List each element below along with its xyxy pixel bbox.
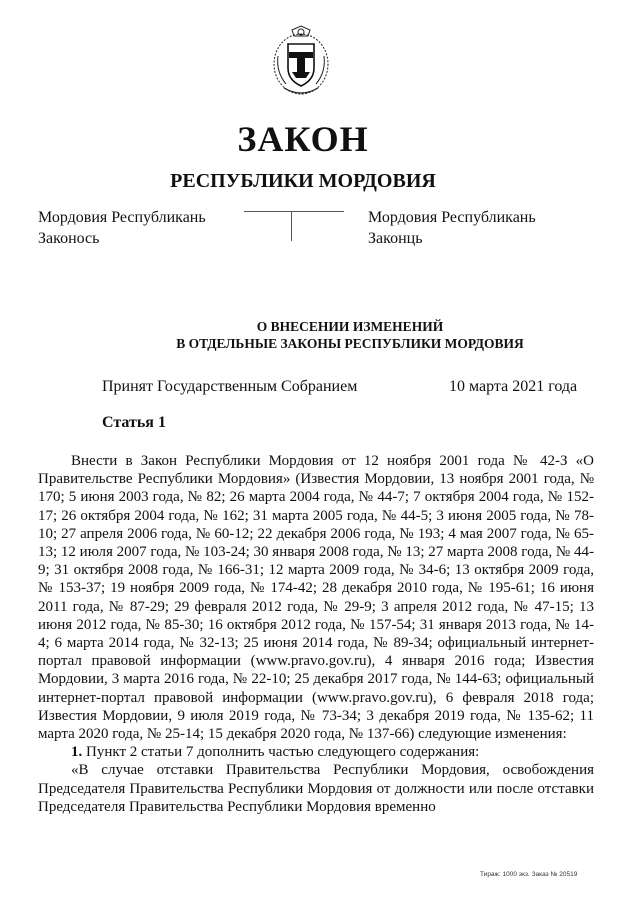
print-run-note: Тираж: 1000 экз. Заказ № 20519 [480,871,578,878]
item1-number: 1. [71,744,83,761]
adoption-date: 10 марта 2021 года [449,378,578,395]
moksha-right-line2: Законць [368,230,423,247]
moksha-title-left [38,207,206,249]
title-divider-horizontal [244,211,344,212]
article-body [38,452,594,816]
moksha-title-right [368,207,536,249]
item1-text: Пункт 2 статьи 7 дополнить частью следующего содержания: [86,744,480,761]
article-intro-paragraph: Внести в Закон Республики Мордовия от 12 ноября 2001 года № 42-З «О Правительстве Республики Мордовия» (Известия Мордовии, 13 ноября 2001 года, № 170; 5 июня 2003 года, № 82; 26 марта 2004 года, № 44-7; 7 октября 2004 года, № 152-17; 26 октября 2004 года, № 162; 31 марта 2005 года, № 44-5; 3 июня 2005 года, № 78-10; 27 апреля 2006 года, № 60-12; 22 декабря 2006 года, № 193; 4 мая 2007 года, № 65-13; 12 июля 2007 года, № 103-24; 30 января 2008 года, № 13; 27 марта 2008 года, № 44-9; 31 октября 2008 года, № 166-31; 12 марта 2009 года, № 34-6; 13 октября 2009 года, № 153-37; 19 ноября 2009 года, № 174-42; 28 декабря 2010 года, № 195-61; 16 июня 2011 года, № 87-29; 29 февраля 2012 года, № 29-9; 3 апреля 2012 года, № 47-15; 13 июня 2012 года, № 85-30; 16 октября 2012 года, № 157-54; 31 января 2013 года, № 14-4; 6 марта 2014 года, № 32-13; 25 июня 2014 года, № 89-34; официальный интернет-портал правовой информации (www.pravo.gov.ru), 4 января 2016 года; Известия Мордовии, 3 марта 2016 года, № 22-10; 25 декабря 2017 года, № 144-63; официальный интернет-портал правовой информации (www.pravo.gov.ru), 6 февраля 2018 года; Известия Мордовии, 9 июля 2019 года, № 73-34; 3 декабря 2019 года, № 135-62; 11 марта 2020 года, № 25-14; 15 декабря 2020 года, № 137-66) следующие изменения: [38,453,594,743]
law-subtitle: РЕСПУБЛИКИ МОРДОВИЯ [170,170,436,192]
adopted-by: Принят Государственным Собранием [102,378,358,395]
article-item-1 [38,743,594,761]
heading-line2: В ОТДЕЛЬНЫЕ ЗАКОНЫ РЕСПУБЛИКИ МОРДОВИЯ [176,336,524,351]
law-title: ЗАКОН [237,119,369,159]
law-heading [150,318,550,352]
moksha-right-line1: Мордовия Республикань [368,209,536,226]
moksha-left-line1: Мордовия Республикань [38,209,206,226]
heading-line1: О ВНЕСЕНИИ ИЗМЕНЕНИЙ [256,319,444,334]
coat-of-arms-emblem [270,22,332,102]
article-title: Статья 1 [102,414,166,431]
article-quote-paragraph: «В случае отставки Правительства Республики Мордовия, освобождения Председателя Правительства Республики Мордовия от должности или после отставки Председателя Правительства Республики Мордовия временно [38,762,594,815]
title-divider-vertical [291,211,292,241]
moksha-left-line2: Законось [38,230,100,247]
